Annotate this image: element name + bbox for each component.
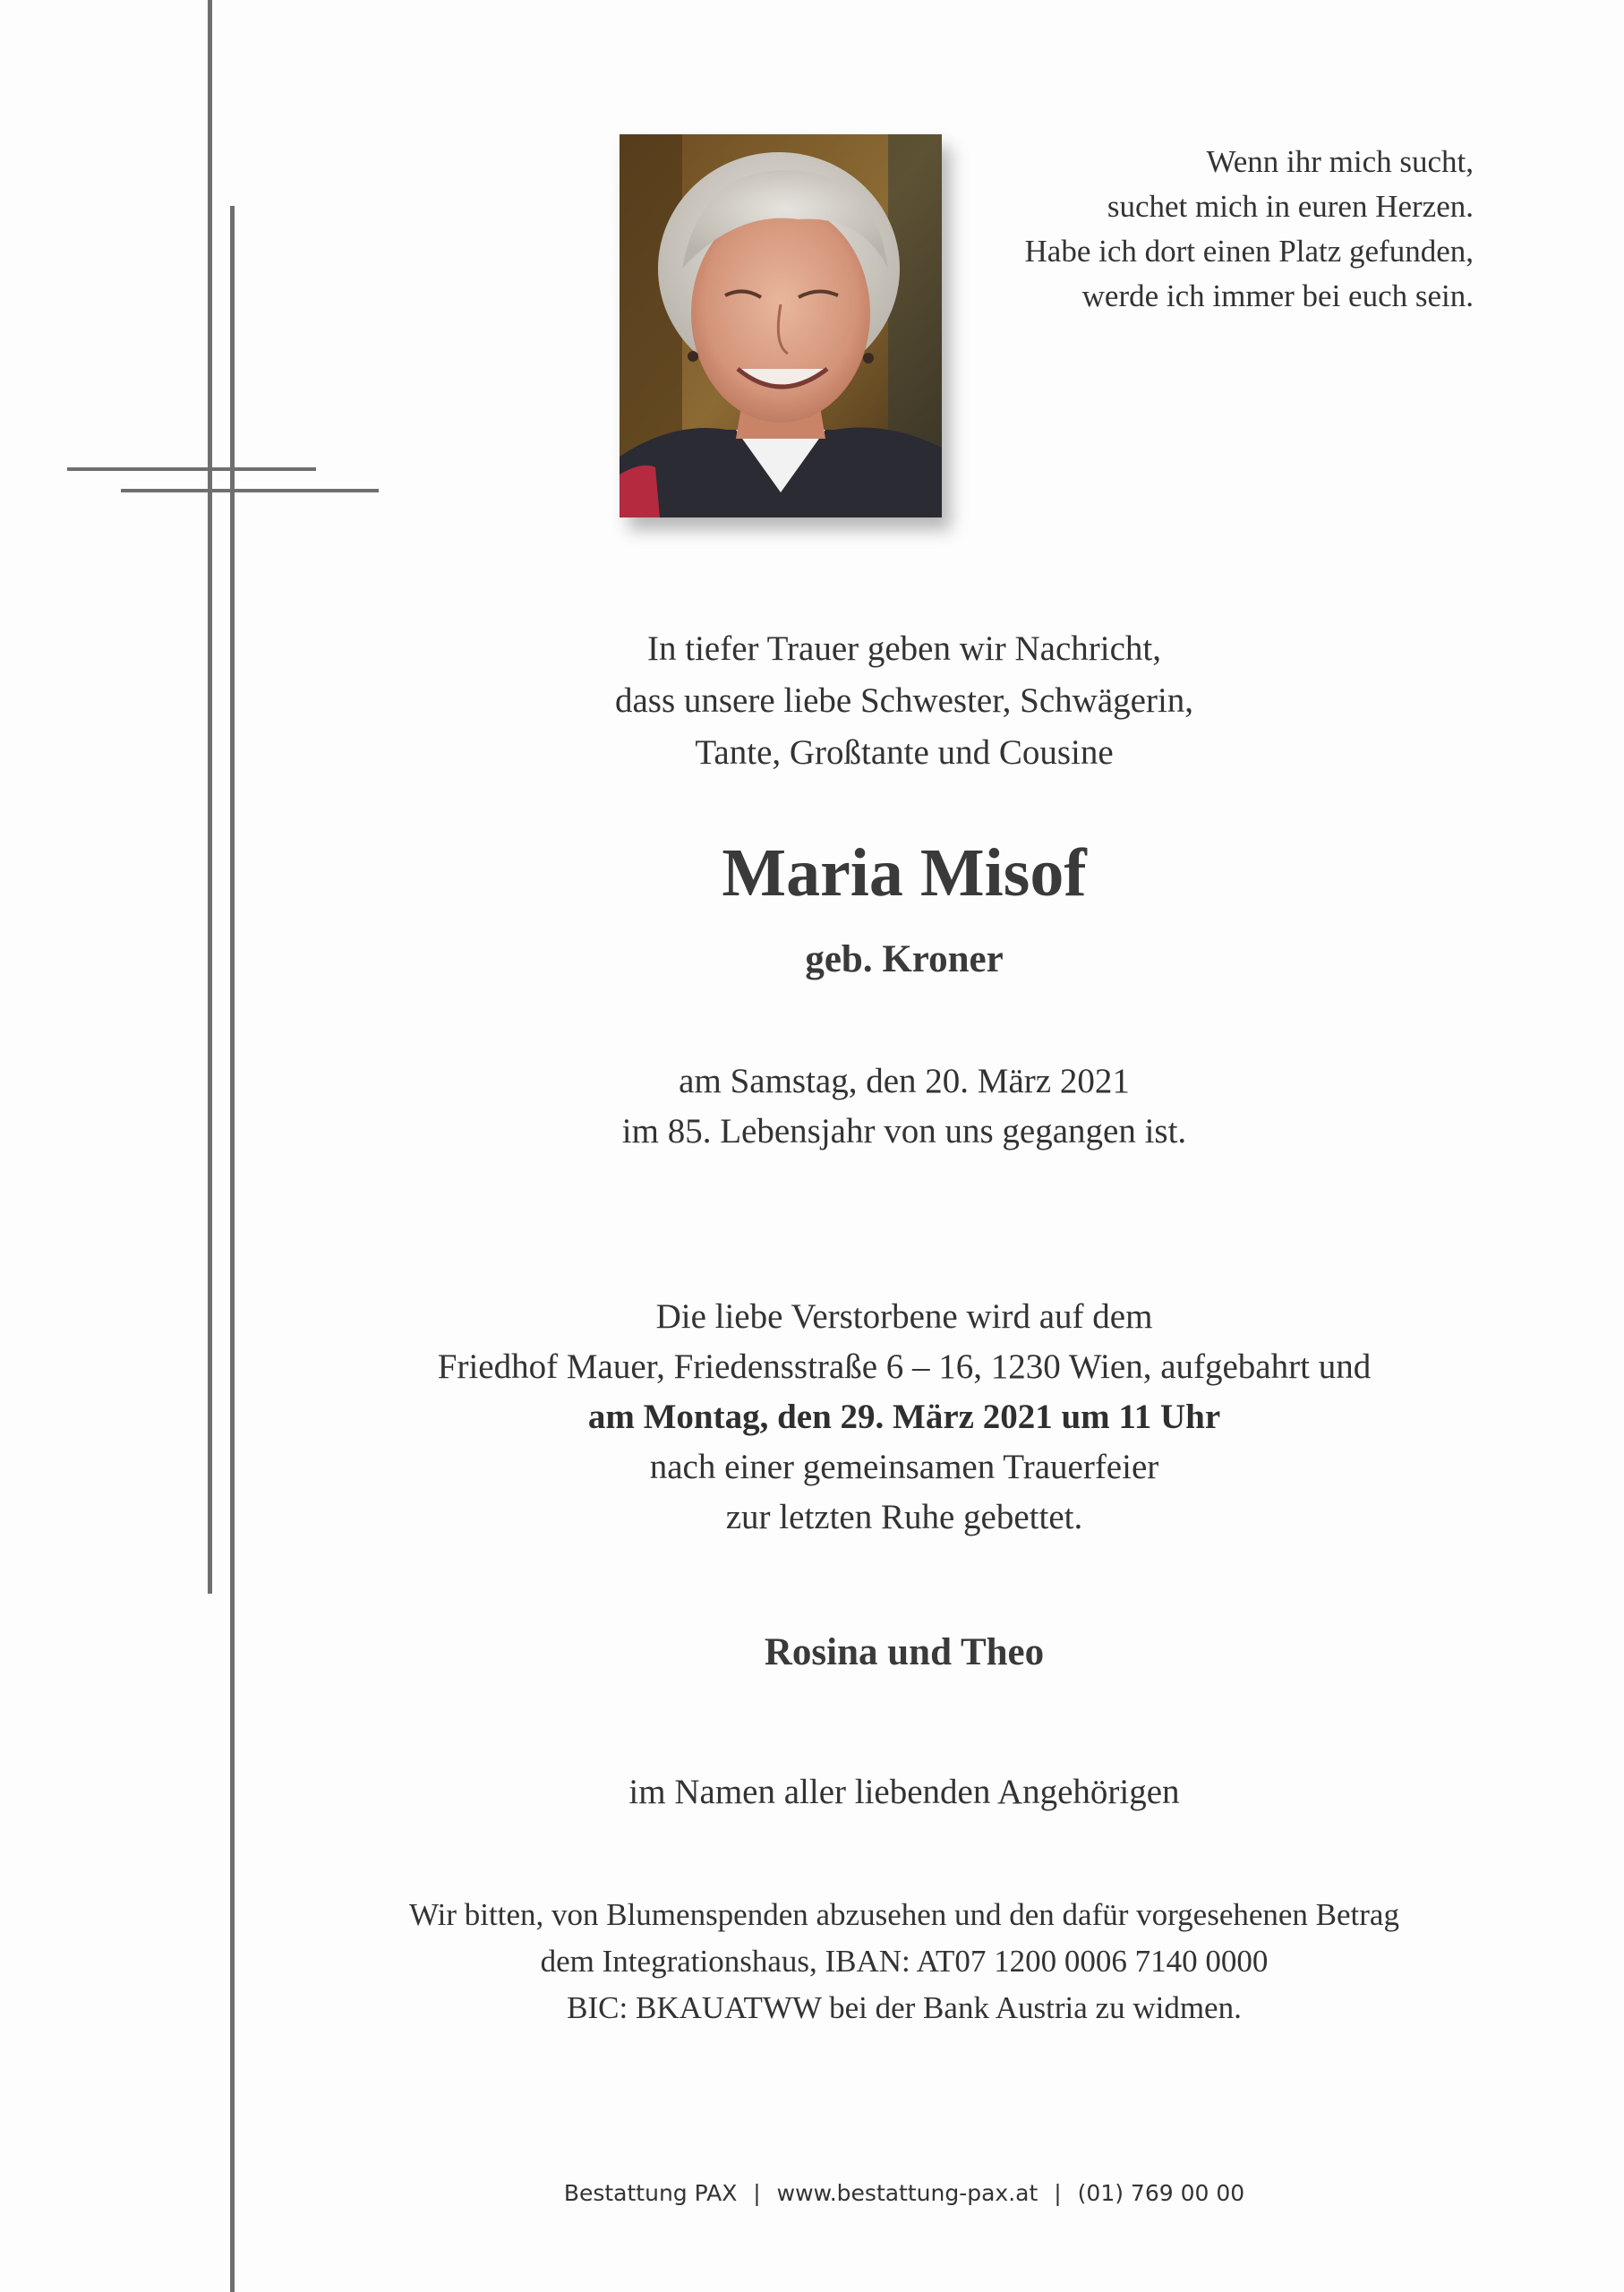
death-line: am Samstag, den 20. März 2021 xyxy=(679,1062,1130,1100)
cross-horizontal-line-top xyxy=(67,467,316,471)
burial-info xyxy=(295,1292,1513,1543)
signers: Rosina und Theo xyxy=(764,1631,1045,1673)
burial-datetime: am Montag, den 29. März 2021 um 11 Uhr xyxy=(587,1398,1221,1436)
footer-phone: (01) 769 00 00 xyxy=(1077,2180,1245,2206)
intro-line: dass unsere liebe Schwester, Schwägerin, xyxy=(614,681,1194,720)
footer xyxy=(295,2176,1513,2211)
footer-company: Bestattung PAX xyxy=(563,2180,738,2206)
burial-line: nach einer gemeinsamen Trauerfeier xyxy=(649,1448,1159,1486)
maiden-name: geb. Kroner xyxy=(805,938,1004,980)
donation-bic: BIC: BKAUATWW bei der Bank Austria zu widmen. xyxy=(567,1990,1242,2025)
footer-separator: | xyxy=(1054,2180,1062,2206)
poem-line: werde ich immer bei euch sein. xyxy=(1081,278,1474,313)
death-date xyxy=(295,1056,1513,1157)
cross-vertical-line-left xyxy=(208,0,212,1594)
burial-line: Die liebe Verstorbene wird auf dem xyxy=(655,1297,1153,1336)
portrait-image xyxy=(620,134,942,517)
cross-vertical-line-right xyxy=(230,206,235,2292)
intro-line: In tiefer Trauer geben wir Nachricht, xyxy=(647,629,1161,668)
deceased-name: Maria Misof xyxy=(722,835,1087,911)
poem-line: suchet mich in euren Herzen. xyxy=(1107,189,1474,224)
donation-iban: dem Integrationshaus, IBAN: AT07 1200 0006 7140 0000 xyxy=(540,1944,1269,1979)
footer-website-link[interactable]: www.bestattung-pax.at xyxy=(776,2180,1039,2206)
burial-location: Friedhof Mauer, Friedensstraße 6 – 16, 1230 Wien, aufgebahrt und xyxy=(437,1347,1372,1386)
poem-line: Wenn ihr mich sucht, xyxy=(1206,144,1474,179)
intro-line: Tante, Großtante und Cousine xyxy=(695,733,1114,772)
family-note: im Namen aller liebenden Angehörigen xyxy=(628,1773,1180,1811)
footer-separator: | xyxy=(753,2180,761,2206)
poem-line: Habe ich dort einen Platz gefunden, xyxy=(1024,234,1474,269)
cross-horizontal-line-bottom xyxy=(121,489,379,492)
donation-line: Wir bitten, von Blumenspenden abzusehen und den dafür vorgesehenen Betrag xyxy=(409,1897,1399,1932)
announcement-intro xyxy=(295,623,1513,779)
donation-request xyxy=(295,1892,1513,2031)
portrait-photo xyxy=(620,134,942,517)
poem xyxy=(901,140,1474,319)
burial-line: zur letzten Ruhe gebettet. xyxy=(725,1498,1083,1536)
death-line: im 85. Lebensjahr von uns gegangen ist. xyxy=(621,1112,1187,1150)
